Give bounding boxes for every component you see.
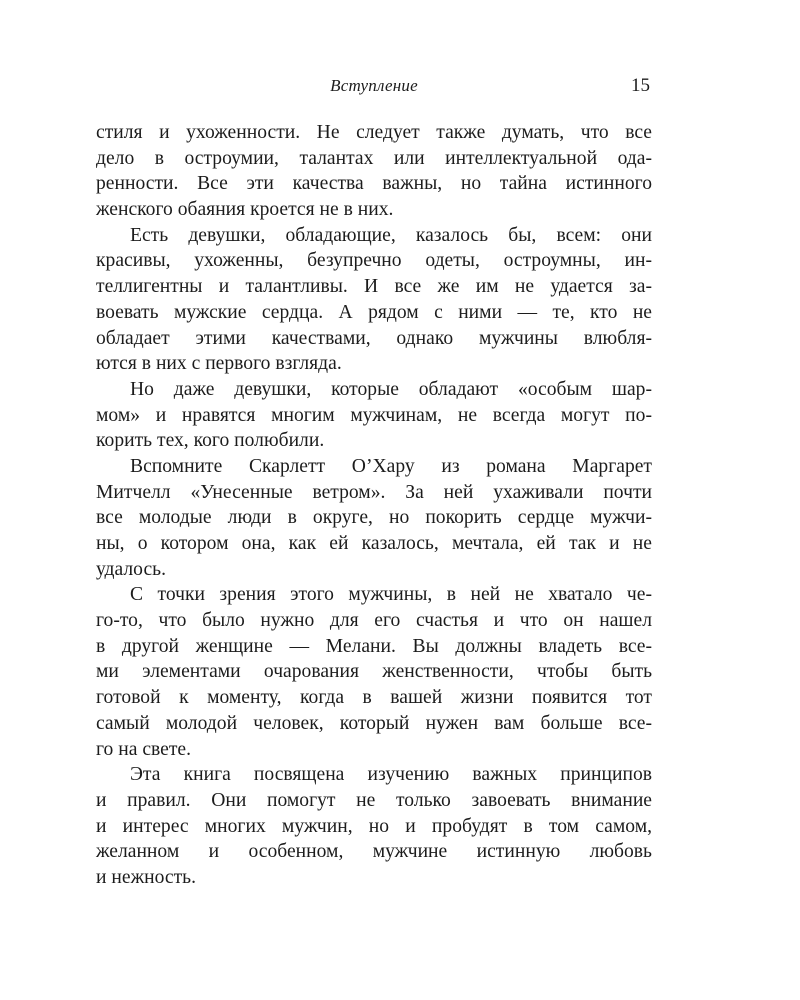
text-line: воевать мужские сердца. А рядом с ними — те, кто не [96, 301, 652, 323]
running-title: Вступление [330, 76, 418, 95]
body-text [96, 120, 652, 891]
text-line: желанном и особенном, мужчине истинную любовь [96, 841, 652, 863]
text-line: ми элементами очарования женственности, чтобы быть [96, 661, 652, 683]
text-line: стиля и ухоженности. Не следует также думать, что все [96, 122, 652, 143]
text-line: теллигентны и талантливы. И все же им не удается за- [96, 276, 652, 298]
text-line: мом» и нравятся многим мужчинам, не всегда могут по- [96, 404, 652, 426]
text-line: корить тех, кого полюбили. [96, 430, 325, 452]
text-line: ны, о котором она, как ей казалось, мечтала, ей так и не [96, 533, 652, 554]
text-line: го-то, что было нужно для его счастья и что он нашел [96, 610, 652, 632]
text-line: го на свете. [96, 738, 192, 760]
text-line: С точки зрения этого мужчины, в ней не хватало че- [130, 584, 652, 606]
text-line: обладает этими качествами, однако мужчины влюбля- [96, 327, 652, 349]
text-line: все молодые люди в округе, но покорить сердце мужчи- [96, 507, 652, 529]
text-line: Вспомните Скарлетт О’Хару из романа Маргарет [130, 455, 652, 477]
text-line: Эта книга посвящена изучению важных принципов [130, 764, 652, 786]
text-line: Митчелл «Унесенные ветром». За ней ухаживали почти [96, 481, 652, 503]
text-line: и нежность. [96, 866, 196, 888]
text-line: самый молодой человек, который нужен вам больше все- [96, 712, 652, 734]
text-line: Но даже девушки, которые обладают «особым шар- [130, 378, 652, 400]
page-number: 15 [631, 75, 650, 96]
text-line: дело в остроумии, талантах или интеллектуальной ода- [96, 147, 652, 169]
text-line: готовой к моменту, когда в вашей жизни появится тот [96, 687, 652, 709]
text-line: красивы, ухоженны, безупречно одеты, остроумны, ин- [96, 250, 652, 272]
text-line: Есть девушки, обладающие, казалось бы, всем: они [130, 224, 652, 246]
text-line: ются в них с первого взгляда. [96, 353, 342, 375]
running-header [96, 74, 652, 98]
text-line: в другой женщине — Мелани. Вы должны владеть все- [96, 635, 652, 657]
text-line: ренности. Все эти качества важны, но тайна истинного [96, 173, 652, 195]
text-line: женского обаяния кроется не в них. [96, 199, 394, 221]
text-line: и интерес многих мужчин, но и пробудят в том самом, [96, 815, 652, 837]
text-line: и правил. Они помогут не только завоевать внимание [96, 789, 652, 811]
text-line: удалось. [96, 558, 166, 580]
